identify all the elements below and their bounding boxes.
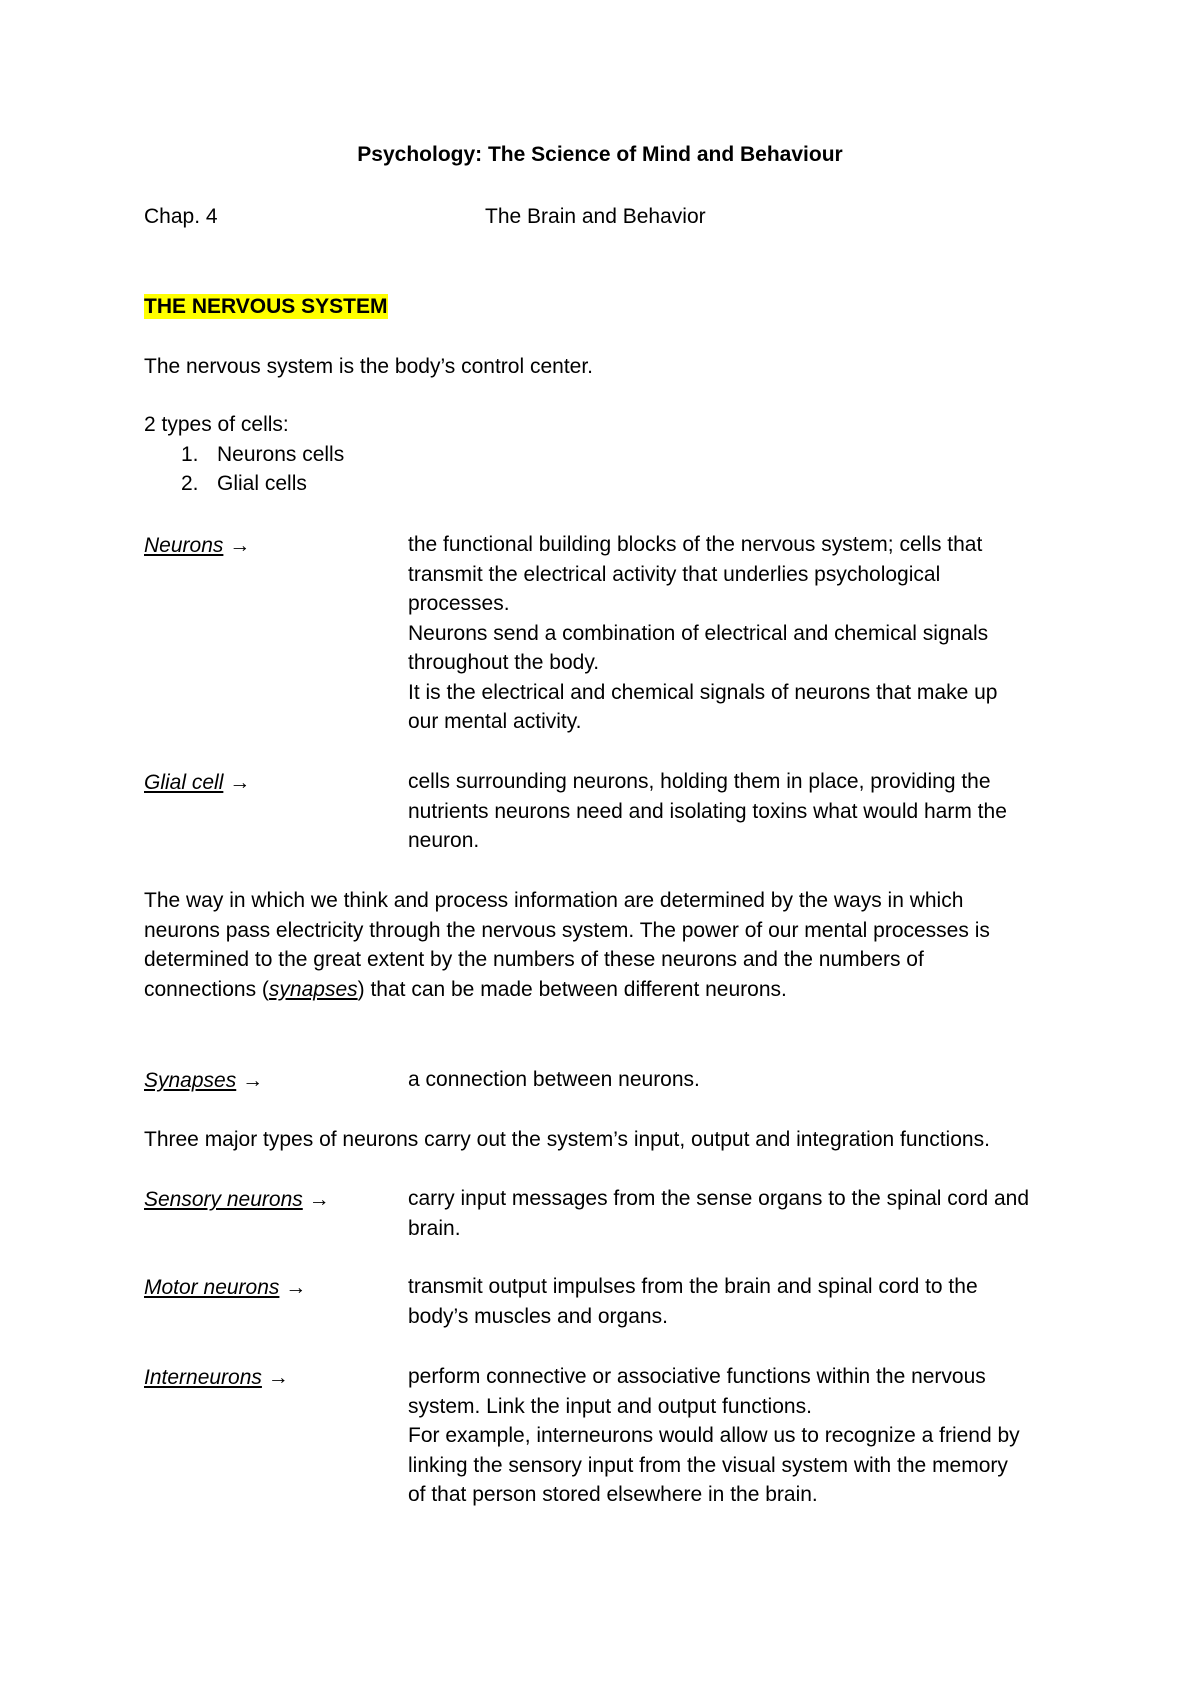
definition-synapses xyxy=(408,1065,700,1095)
term-label: Glial cell xyxy=(144,771,224,794)
list-item-label: Glial cells xyxy=(217,472,307,495)
term-interneurons xyxy=(144,1366,289,1390)
definition-line: of that person stored elsewhere in the brain. xyxy=(408,1483,818,1506)
definition-sensory-neurons xyxy=(408,1184,1029,1243)
definition-line: neuron. xyxy=(408,829,480,852)
definition-line: linking the sensory input from the visual system with the memory xyxy=(408,1453,1008,1477)
chapter-title: The Brain and Behavior xyxy=(485,205,706,228)
paragraph-text: connections ( xyxy=(144,977,269,1001)
term-label: Synapses xyxy=(144,1069,237,1092)
definition-line: transmit output impulses from the brain and spinal cord to the xyxy=(408,1275,978,1298)
paragraph-line xyxy=(144,975,990,1005)
term-label: Motor neurons xyxy=(144,1276,280,1299)
intro-sentence: The nervous system is the body’s control center. xyxy=(144,355,593,378)
definition-line: system. Link the input and output functions. xyxy=(408,1394,812,1418)
paragraph-text: ) that can be made between different neurons. xyxy=(357,977,787,1001)
definition-motor-neurons xyxy=(408,1272,978,1331)
definition-line: carry input messages from the sense organs to the spinal cord and xyxy=(408,1187,1029,1210)
arrow-icon: → xyxy=(267,1366,289,1389)
section-heading-text: THE NERVOUS SYSTEM xyxy=(144,295,388,318)
term-glial-cell xyxy=(144,771,250,795)
definition-line: nutrients neurons need and isolating toxins what would harm the xyxy=(408,799,1007,823)
paragraph-line: neurons pass electricity through the nervous system. The power of our mental processes is xyxy=(144,918,990,942)
term-label: Sensory neurons xyxy=(144,1188,303,1211)
paragraph-line: determined to the great extent by the numbers of these neurons and the numbers of xyxy=(144,948,924,971)
cell-types-list xyxy=(144,440,344,499)
term-label: Neurons xyxy=(144,534,224,557)
definition-line: throughout the body. xyxy=(408,651,600,674)
definition-glial-cell xyxy=(408,767,1007,856)
document-title: Psychology: The Science of Mind and Behaviour xyxy=(357,143,843,166)
cell-types-block xyxy=(144,410,344,499)
arrow-icon: → xyxy=(308,1188,330,1211)
definition-line: processes. xyxy=(408,592,510,615)
term-motor-neurons xyxy=(144,1276,306,1300)
definition-interneurons xyxy=(408,1362,1020,1510)
paragraph-line: The way in which we think and process information are determined by the ways in which xyxy=(144,889,964,912)
cell-types-heading: 2 types of cells: xyxy=(144,413,289,436)
term-neurons xyxy=(144,534,250,558)
definition-line: the functional building blocks of the nervous system; cells that xyxy=(408,533,983,556)
definition-line: cells surrounding neurons, holding them in place, providing the xyxy=(408,770,991,793)
definition-line: body’s muscles and organs. xyxy=(408,1304,668,1328)
definition-line: For example, interneurons would allow us to recognize a friend by xyxy=(408,1424,1020,1447)
three-types-sentence: Three major types of neurons carry out the system’s input, output and integration functions. xyxy=(144,1128,990,1151)
body-paragraph xyxy=(144,886,990,1004)
list-number: 2. xyxy=(181,472,199,495)
definition-neurons xyxy=(408,530,997,737)
definition-line: transmit the electrical activity that underlies psychological xyxy=(408,562,941,586)
list-item-label: Neurons cells xyxy=(217,442,345,466)
definition-line: It is the electrical and chemical signals of neurons that make up xyxy=(408,680,998,704)
chapter-label: Chap. 4 xyxy=(144,205,218,228)
list-item xyxy=(144,440,344,470)
arrow-icon: → xyxy=(285,1276,307,1299)
term-synapses xyxy=(144,1069,263,1093)
term-sensory-neurons xyxy=(144,1188,330,1212)
arrow-icon: → xyxy=(229,534,251,557)
definition-line: perform connective or associative functions within the nervous xyxy=(408,1365,986,1388)
definition-line: a connection between neurons. xyxy=(408,1068,700,1091)
definition-line: Neurons send a combination of electrical and chemical signals xyxy=(408,621,989,645)
inline-term-synapses: synapses xyxy=(268,977,358,1001)
list-item xyxy=(144,469,344,499)
definition-line: our mental activity. xyxy=(408,710,582,733)
list-number: 1. xyxy=(181,442,199,466)
arrow-icon: → xyxy=(242,1069,264,1092)
definition-line: brain. xyxy=(408,1216,461,1240)
arrow-icon: → xyxy=(229,771,251,794)
term-label: Interneurons xyxy=(144,1366,262,1389)
section-heading xyxy=(144,295,388,319)
